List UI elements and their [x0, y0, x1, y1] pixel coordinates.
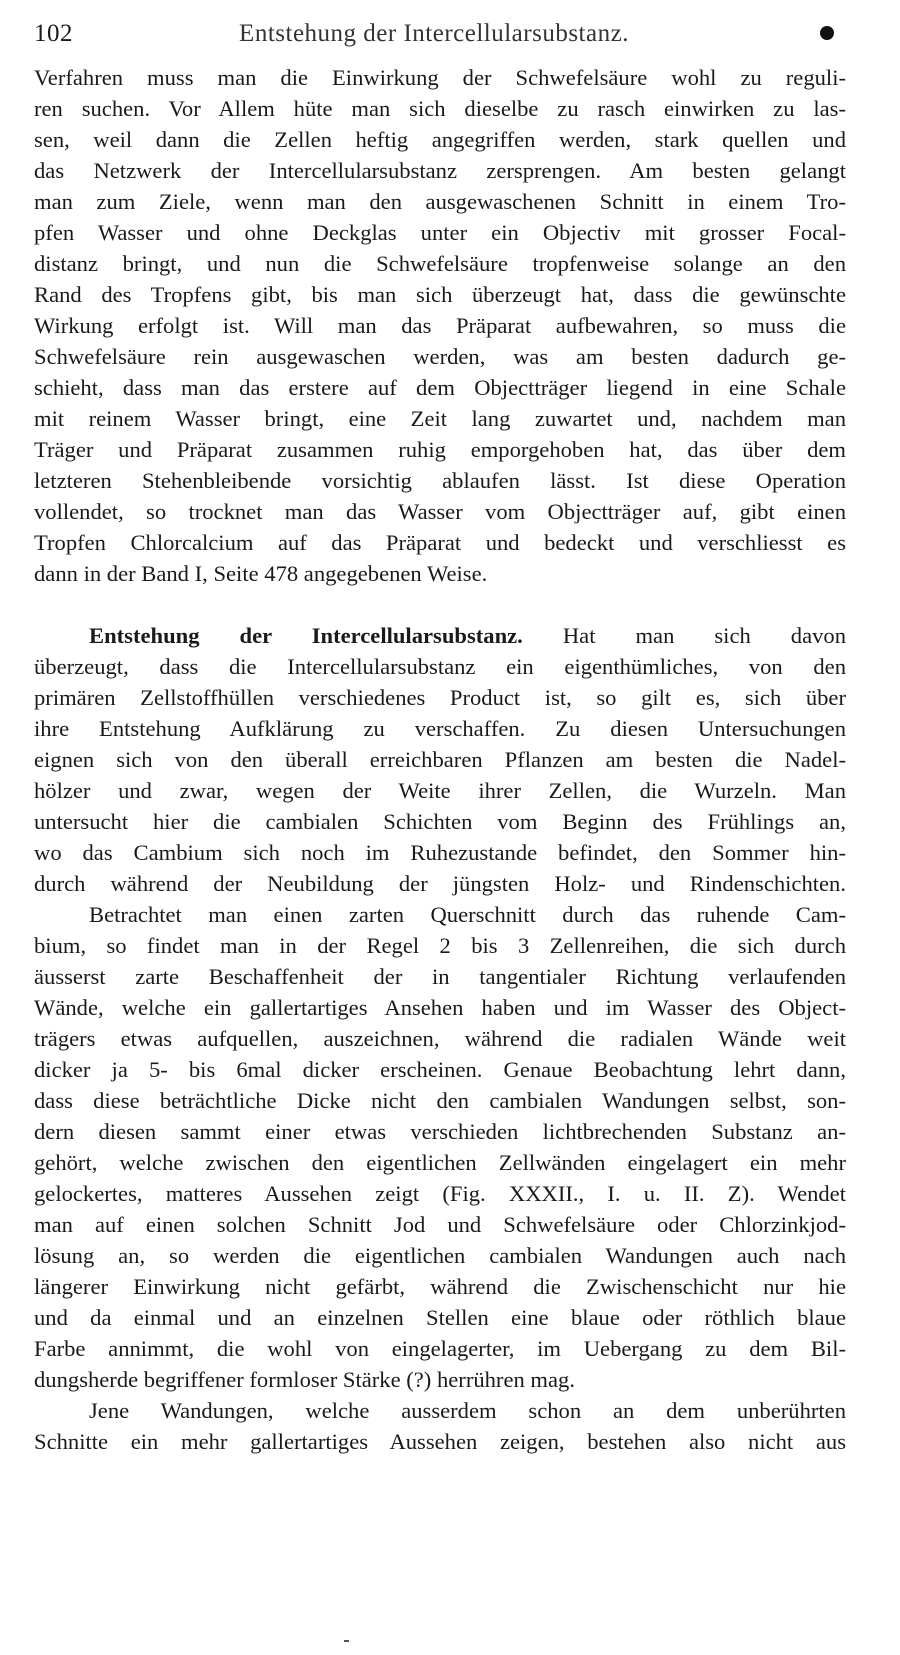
paragraph-continued [34, 62, 846, 589]
text-line: bium, so findet man in der Regel 2 bis 3 Zellenreihen, die sich durch [34, 933, 846, 958]
text-line: gehört, welche zwischen den eigentlichen Zellwänden eingelagert ein mehr [34, 1150, 846, 1175]
page-number: 102 [34, 20, 73, 47]
text-line: wo das Cambium sich noch im Ruhezustande befindet, den Sommer hin- [34, 840, 846, 865]
section-first-line-text: Hat man sich davon [562, 623, 846, 648]
text-line: distanz bringt, und nun die Schwefelsäure tropfenweise solange an den [34, 251, 846, 276]
text-line: hölzer und zwar, wegen der Weite ihrer Zellen, die Wurzeln. Man [34, 778, 846, 803]
text-line: Verfahren muss man die Einwirkung der Schwefelsäure wohl zu reguli- [34, 65, 846, 90]
text-line: dicker ja 5- bis 6mal dicker erscheinen. Genaue Beobachtung lehrt dann, [34, 1057, 846, 1082]
text-line: lösung an, so werden die eigentlichen cambialen Wandungen auch nach [34, 1243, 846, 1268]
body-text [34, 62, 846, 1457]
text-line: Wirkung erfolgt ist. Will man das Präparat aufbewahren, so muss die [34, 313, 846, 338]
text-line: Farbe annimmt, die wohl von eingelagerter, im Uebergang zu dem Bil- [34, 1336, 846, 1361]
text-line: längerer Einwirkung nicht gefärbt, während die Zwischenschicht nur hie [34, 1274, 846, 1299]
text-line: man auf einen solchen Schnitt Jod und Schwefelsäure oder Chlorzinkjod- [34, 1212, 846, 1237]
page-header [34, 20, 834, 56]
text-line: überzeugt, dass die Intercellularsubstanz ein eigenthümliches, von den [34, 654, 846, 679]
text-line: man zum Ziele, wenn man den ausgewaschenen Schnitt in einem Tro- [34, 189, 846, 214]
text-line: Schwefelsäure rein ausgewaschen werden, was am besten dadurch ge- [34, 344, 846, 369]
paragraph [34, 899, 846, 1395]
paragraph-gap [34, 589, 846, 620]
text-line: ren suchen. Vor Allem hüte man sich dieselbe zu rasch einwirken zu las- [34, 96, 846, 121]
text-line: eignen sich von den überall erreichbaren Pflanzen am besten die Nadel- [34, 747, 846, 772]
text-line: Betrachtet man einen zarten Querschnitt durch das ruhende Cam- [89, 902, 846, 927]
text-line: letzteren Stehenbleibende vorsichtig ablaufen lässt. Ist diese Operation [34, 468, 846, 493]
text-line: gelockertes, matteres Aussehen zeigt (Fig. XXXII., I. u. II. Z). Wendet [34, 1181, 846, 1206]
section-heading: Entstehung der Intercellularsubstanz. [89, 623, 523, 648]
text-line: durch während der Neubildung der jüngsten Holz- und Rindenschichten. [34, 871, 846, 896]
text-line: ihre Entstehung Aufklärung zu verschaffen. Zu diesen Untersuchungen [34, 716, 846, 741]
text-line: dass diese beträchtliche Dicke nicht den cambialen Wandungen selbst, son- [34, 1088, 846, 1113]
text-line: dann in der Band I, Seite 478 angegebenen Weise. [34, 561, 488, 586]
text-line: das Netzwerk der Intercellularsubstanz zersprengen. Am besten gelangt [34, 158, 846, 183]
text-line: äusserst zarte Beschaffenheit der in tangentialer Richtung verlaufenden [34, 964, 846, 989]
text-line: vollendet, so trocknet man das Wasser vom Objectträger auf, gibt einen [34, 499, 846, 524]
text-line: untersucht hier die cambialen Schichten vom Beginn des Frühlings an, [34, 809, 846, 834]
text-line: trägers etwas aufquellen, auszeichnen, während die radialen Wände weit [34, 1026, 846, 1051]
text-line: dern diesen sammt einer etwas verschieden lichtbrechenden Substanz an- [34, 1119, 846, 1144]
section-first-line [34, 620, 846, 651]
text-line: mit reinem Wasser bringt, eine Zeit lang zuwartet und, nachdem man [34, 406, 846, 431]
running-title: Entstehung der Intercellularsubstanz. [239, 20, 629, 47]
scan-speck [344, 1640, 349, 1642]
text-line: Jene Wandungen, welche ausserdem schon an dem unberührten [89, 1398, 846, 1423]
ink-blot [820, 26, 834, 40]
text-line: Träger und Präparat zusammen ruhig emporgehoben hat, das über dem [34, 437, 846, 462]
text-line: und da einmal und an einzelnen Stellen eine blaue oder röthlich blaue [34, 1305, 846, 1330]
text-line: primären Zellstoffhüllen verschiedenes Product ist, so gilt es, sich über [34, 685, 846, 710]
text-line: schieht, dass man das erstere auf dem Objectträger liegend in eine Schale [34, 375, 846, 400]
text-line: Wände, welche ein gallertartiges Ansehen haben und im Wasser des Object- [34, 995, 846, 1020]
text-line: sen, weil dann die Zellen heftig angegriffen werden, stark quellen und [34, 127, 846, 152]
paragraph [34, 1395, 846, 1457]
text-line: pfen Wasser und ohne Deckglas unter ein Objectiv mit grosser Focal- [34, 220, 846, 245]
text-line: Tropfen Chlorcalcium auf das Präparat und bedeckt und verschliesst es [34, 530, 846, 555]
text-line: Schnitte ein mehr gallertartiges Aussehen zeigen, bestehen also nicht aus [34, 1429, 846, 1454]
text-line: Rand des Tropfens gibt, bis man sich überzeugt hat, dass die gewünschte [34, 282, 846, 307]
section-paragraph [34, 620, 846, 899]
text-line: dungsherde begriffener formloser Stärke (?) herrühren mag. [34, 1367, 575, 1392]
